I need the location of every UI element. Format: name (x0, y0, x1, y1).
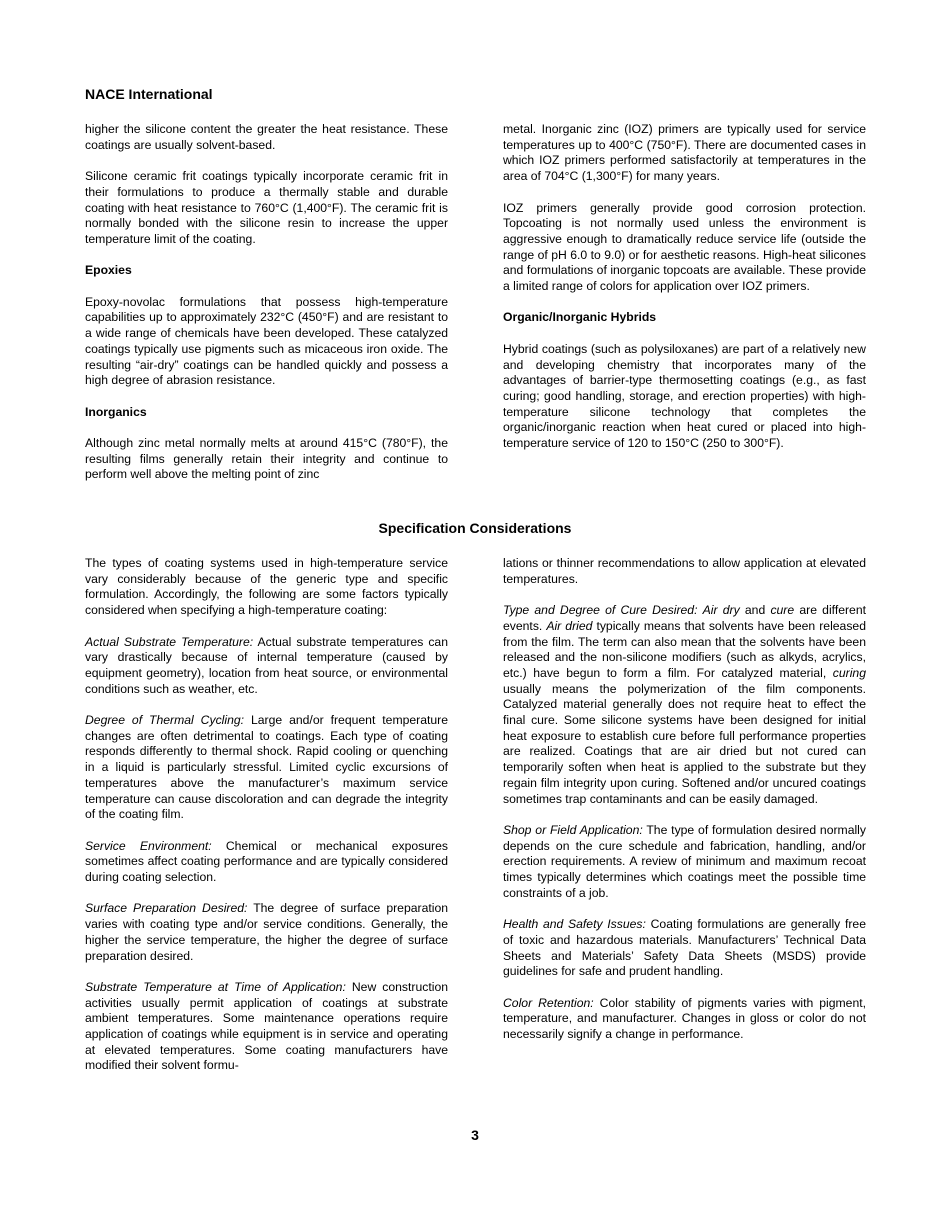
factor-substrate-temperature-application (85, 980, 448, 1074)
paragraph: The types of coating systems used in high-temperature service vary considerably because of the generic type and specific formulation. Accordingly, the following are some factors typically considered when specifying a high-temperature coating: (85, 556, 448, 618)
paragraph: Hybrid coatings (such as polysiloxanes) are part of a relatively new and developing chemistry that incorporates many of the advantages of barrier-type thermosetting coatings (e.g., as fast curing; good handling, storage, and erection properties) with high-temperature silicone technology that completes the organic/inorganic reaction when heat cured or placed into high-temperature service of 120 to 150°C (250 to 300°F). (503, 341, 866, 451)
bottom-left-column (85, 556, 448, 1074)
factor-shop-field-application (503, 823, 866, 902)
factor-health-safety (503, 917, 866, 980)
subheading-epoxies: Epoxies (85, 263, 132, 278)
factor-text: New construction activities usually permit application of coatings at substrate ambient temperatures. Some maintenance operations require application of coatings while equipment is in service and operating at elevated temperatures. Some coating manufacturers have modified their solvent formu- (85, 979, 448, 1073)
subheading-hybrids: Organic/Inorganic Hybrids (503, 310, 657, 325)
paragraph: metal. Inorganic zinc (IOZ) primers are typically used for service temperatures up to 400°C (750°F). There are documented cases in which IOZ primers performed satisfactorily at temperatures in the area of 704°C (1,300°F) for many years. (503, 122, 866, 184)
factor-service-environment (85, 839, 448, 886)
factor-label: Actual Substrate Temperature: (85, 634, 254, 649)
factor-text: The type of formulation desired normally depends on the cure schedule and fabrication, handling, and/or erection requirements. A review of minimum and maximum recoat times typically determines which coatings meet the possible time constraints of a job. (503, 822, 866, 900)
top-right-column (503, 122, 866, 452)
factor-color-retention (503, 996, 866, 1043)
term-curing: curing (832, 665, 866, 680)
page-number: 3 (471, 1127, 479, 1143)
paragraph: Epoxy-novolac formulations that possess high-temperature capabilities up to approximately 232°C (450°F) and are resistant to a wide range of chemicals have been developed. These catalyzed coatings typically use pigments such as micaceous iron oxide. The resulting “air-dry” coatings can be handled quickly and possess a high degree of abrasion resistance. (85, 294, 448, 388)
term-air-dry: Air dry (702, 603, 740, 618)
section-title: Specification Considerations (378, 520, 572, 536)
subheading-inorganics: Inorganics (85, 404, 147, 419)
factor-text: The degree of surface preparation varies with coating type and/or service conditions. Generally, the higher the service temperature, the higher the degree of surface preparation desired. (85, 901, 448, 963)
factor-cure-desired (503, 603, 866, 807)
factor-label: Shop or Field Application: (503, 822, 643, 837)
factor-text: usually means the polymerization of the film components. Catalyzed material generally does not require heat to effect the final cure. Some silicone systems have been designed for initial heat exposure to establish cure before full performance properties are realized. Coatings that are air dried but not cured can temporarily soften when heat is applied to the substrate but they regain film integrity upon curing. Softened and/or uncured coatings sometimes trap contaminants and can be easily damaged. (503, 681, 866, 806)
factor-label: Substrate Temperature at Time of Application: (85, 979, 346, 994)
top-left-column (85, 122, 448, 483)
factor-label: Color Retention: (503, 995, 594, 1010)
factor-label: Service Environment: (85, 838, 212, 853)
paragraph: Although zinc metal normally melts at around 415°C (780°F), the resulting films generally retain their integrity and continue to perform well above the melting point of zinc (85, 435, 448, 482)
factor-thermal-cycling (85, 713, 448, 823)
factor-text: are different events. (503, 603, 866, 633)
factor-label: Degree of Thermal Cycling: (85, 713, 245, 727)
factor-text: typically means that solvents have been released from the film. The term can also mean that the solvents have been released and the non-silicone modifiers (such as alkyds, acrylics, etc.) have begun to form a film. For catalyzed material, (503, 618, 866, 680)
factor-text: Actual substrate temperatures can vary drastically because of internal temperature (caused by equipment geometry), location from heat source, or environmental conditions such as weather, etc. (85, 634, 448, 696)
bottom-right-column (503, 556, 866, 1043)
factor-label: Surface Preparation Desired: (85, 901, 248, 916)
term-cure: cure (770, 603, 795, 618)
factor-text: and (739, 603, 771, 618)
factor-text: Chemical or mechanical exposures sometimes affect coating performance and are typically considered during coating selection. (85, 838, 448, 885)
factor-actual-substrate-temperature (85, 635, 448, 698)
paragraph: IOZ primers generally provide good corrosion protection. Topcoating is not normally used unless the environment is aggressive enough to dramatically reduce service life (outside the range of pH 6.0 to 9.0) or for aesthetic reasons. High-heat silicones and formulations of inorganic topcoats are available. These provide a limited range of colors for application over IOZ primers. (503, 200, 866, 294)
factor-text: Coating formulations are generally free of toxic and hazardous materials. Manufacturers’ Technical Data Sheets and Materials’ Safety Data Sheets (MSDS) provide guidelines for safe and prudent handling. (503, 917, 866, 979)
factor-surface-preparation (85, 901, 448, 964)
term-air-dried: Air dried (546, 618, 593, 633)
factor-text: Large and/or frequent temperature changes are often detrimental to coatings. Each type of coating responds differently to thermal shock. Rapid cooling or quenching in a liquid is particularly stressful. Limited cyclic excursions of temperatures above the manufacturer’s maximum service temperature can cause discoloration and can degrade the integrity of the coating film. (85, 713, 448, 822)
factor-label: Health and Safety Issues: (503, 917, 646, 932)
paragraph: higher the silicone content the greater the heat resistance. These coatings are usually solvent-based. (85, 122, 448, 152)
factor-text: Color stability of pigments varies with pigment, temperature, and manufacturer. Changes in gloss or color do not necessarily signify a change in performance. (503, 995, 866, 1042)
factor-label: Type and Degree of Cure Desired: (503, 603, 698, 618)
paragraph: lations or thinner recommendations to allow application at elevated temperatures. (503, 556, 866, 586)
paragraph: Silicone ceramic frit coatings typically incorporate ceramic frit in their formulations to produce a thermally stable and durable coating with heat resistance to 760°C (1,400°F). The ceramic frit is normally bonded with the silicone resin to increase the upper temperature limit of the coating. (85, 169, 448, 246)
running-header: NACE International (85, 86, 213, 102)
